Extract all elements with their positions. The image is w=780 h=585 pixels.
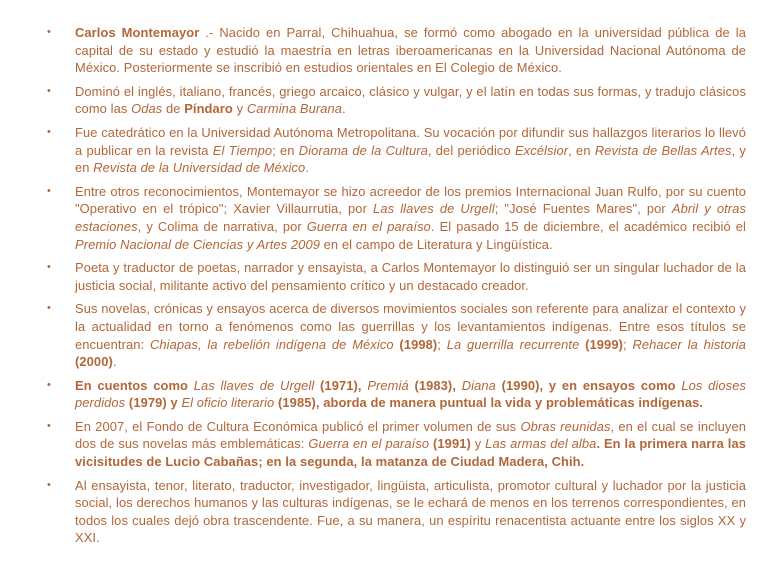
bullet-icon: •: [47, 419, 51, 432]
bullet-icon: •: [47, 26, 51, 38]
bullet-item: [40, 377, 746, 412]
bullet-item: [40, 183, 746, 253]
bullet-icon: •: [47, 125, 51, 138]
bullet-item: [40, 418, 746, 471]
bullet-text: En 2007, el Fondo de Cultura Económica publicó el primer volumen de sus Obras reunidas, en el cual se incluyen dos de sus novelas más emblemáticas: Guerra en el paraíso (1991) y Las armas del alba. En la primera narra las vicisitudes de Lucio Cabañas; en la segunda, la matanza de Ciudad Madera, Chih.: [75, 418, 747, 470]
bullet-list: [40, 24, 746, 547]
bullet-item: [40, 477, 746, 547]
slide-body: [40, 24, 746, 553]
bullet-icon: •: [47, 184, 51, 197]
bullet-item: [40, 24, 746, 77]
bullet-text: Entre otros reconocimientos, Montemayor se hizo acreedor de los premios Internacional Juan Rulfo, por su cuento "Operativo en el trópico"; Xavier Villaurrutia, por Las llaves de Urgell; "José Fuentes Mares", por Abril y otras estaciones, y Colima de narrativa, por Guerra en el paraíso. El pasado 15 de diciembre, el académico recibió el Premio Nacional de Ciencias y Artes 2009 en el campo de Literatura y Lingüística.: [75, 183, 747, 252]
bullet-text: Poeta y traductor de poetas, narrador y ensayista, a Carlos Montemayor lo distinguió ser un singular luchador de la justicia social, militante activo del pensamiento crítico y un destacado creador.: [75, 260, 746, 293]
bullet-icon: •: [47, 261, 51, 274]
bullet-text: Fue catedrático en la Universidad Autónoma Metropolitana. Su vocación por difundir sus hallazgos literarios lo llevó a publicar en la revista El Tiempo; en Diorama de la Cultura, del periódico Excélsior, en Revista de Bellas Artes, y en Revista de la Universidad de México.: [75, 124, 746, 176]
bullet-text: Carlos Montemayor .- Nacido en Parral, Chihuahua, se formó como abogado en la universidad pública de la capital de su estado y estudió la maestría en letras iberoamericanas en la Universidad Nacional Autónoma de México. Posteriormente se inscribió en estudios orientales en El Colegio de México.: [75, 25, 746, 76]
bullet-item: [40, 300, 746, 370]
bullet-item: [40, 83, 746, 118]
bullet-text: Dominó el inglés, italiano, francés, griego arcaico, clásico y vulgar, y el latín en todas sus formas, y tradujo clásicos como las Odas de Píndaro y Carmina Burana.: [75, 83, 746, 117]
bullet-icon: •: [47, 478, 51, 491]
bullet-icon: •: [47, 302, 51, 315]
bullet-item: [40, 259, 746, 294]
bullet-item: [40, 124, 746, 177]
bullet-icon: •: [47, 84, 51, 97]
bullet-text: Al ensayista, tenor, literato, traductor, investigador, lingüista, articulista, promotor cultural y luchador por la justicia social, los derechos humanos y las culturas indígenas, se le echará de menos en los terrenos correspondientes, en todos los cuales dejó obra trascendente. Fue, a su manera, un espíritu renacentista actuante entre los siglos XX y XXI.: [75, 477, 746, 546]
bullet-icon: •: [47, 378, 51, 391]
bullet-text: Sus novelas, crónicas y ensayos acerca de diversos movimientos sociales son referente para analizar el contexto y la actualidad en torno a fenómenos como las guerrillas y los levantamientos indígenas. Entre esos títulos se encuentran: Chiapas, la rebelión indígena de México (1998); La guerrilla recurrente (1999); Rehacer la historia (2000).: [75, 301, 747, 370]
bullet-text: En cuentos como Las llaves de Urgell (1971), Premiá (1983), Diana (1990), y en ensayos como Los dioses perdidos (1979) y El oficio literario (1985), aborda de manera puntual la vida y problemáticas indígenas.: [75, 377, 747, 411]
